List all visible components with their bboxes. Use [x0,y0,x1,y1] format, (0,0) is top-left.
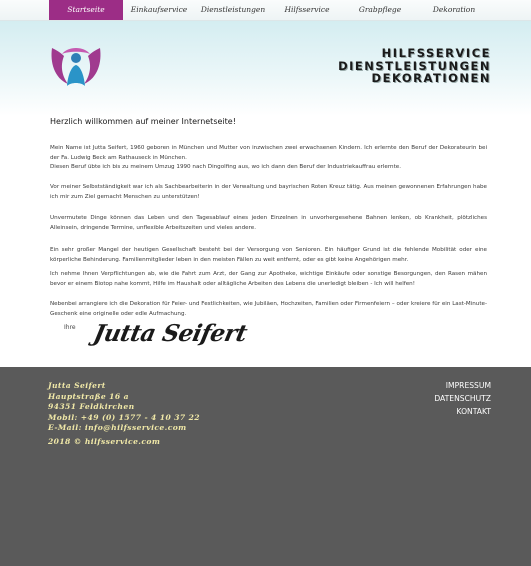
footer-links [434,380,491,418]
paragraph-seniors: Ein sehr großer Mangel der heutigen Gesellschaft besteht bei der Versorgung von Senioren. Ein häufiger Grund ist die fehlende Mobilität oder eine körperliche Behinderung. Familienmitglieder leben in den meisten Fällen zu weit entfernt, oder es gibt keine Angehörigen mehr. [50,247,487,263]
closing-text: Ihre [64,324,76,331]
paragraph-experience: Vor meiner Selbstständigkeit war ich als Sachbearbeiterin in der Verwaltung und bayrischen Roten Kreuz tätig. Aus meinen gewonnenen Erfahrungen habe ich mir zum Ziel gemacht Menschen zu unterstützen! [50,184,487,200]
header-banner [0,21,531,116]
nav-item-einkaufservice[interactable]: Einkaufservice [130,5,188,14]
header-tagline [338,47,491,85]
welcome-heading: Herzlich willkommen auf meiner Internetseite! [50,117,236,126]
angel-logo-icon[interactable] [48,38,104,92]
footer-email[interactable]: E-Mail: info@hilfsservice.com [48,423,187,432]
footer-name: Jutta Seifert [48,381,106,390]
footer-street: Hauptstraße 16 a [48,391,129,401]
tagline-line-2: DIENSTLEISTUNGEN [338,58,491,73]
footer-copyright: 2018 © hilfsservice.com [48,436,161,446]
nav-item-hilfsservice[interactable]: Hilfsservice [284,5,330,14]
paragraph-services: Ich nehme Ihnen Verpflichtungen ab, wie die Fahrt zum Arzt, der Gang zur Apotheke, wichtige Einkäufe oder sonstige Besorgungen, den Rasen mähen bevor er einem Biotop nahe kommt, Hilfe im Haushalt oder alltägliche Arbeiten des Lebens die unerledigt bleiben - Ich will helfen! [50,271,487,287]
nav-item-startseite[interactable]: Startseite [49,0,123,20]
footer-mobile: Mobil: +49 (0) 1577 - 4 10 37 22 [48,412,200,422]
nav-item-dekoration[interactable]: Dekoration [432,5,476,14]
footer-city: 94351 Feldkirchen [48,402,135,411]
footer-link-kontakt[interactable]: KONTAKT [456,406,491,416]
paragraph-intro: Mein Name ist Jutta Seifert, 1960 geboren in München und Mutter von inzwischen zwei erwachsenen Kindern. Ich erlernte den Beruf der Dekorateurin bei der Fa. Ludwig Beck am Rathauseck in München. Diesen Beruf übte ich bis zu meinem Umzug 1990 nach Dingolfing aus, wo ich dann den Beruf der Industriekauffrau erlernte. [50,145,487,171]
paragraph-unexpected: Unvermutete Dinge können das Leben und den Tagesablauf eines jeden Einzelnen in unvorhergesehene Bahnen lenken, ob Krankheit, plötzliches Alleinsein, dringende Termine, unflexible Arbeitszeiten und vieles andere. [50,215,487,231]
footer-address [48,381,200,447]
footer-link-impressum[interactable]: IMPRESSUM [445,381,491,390]
footer-link-datenschutz[interactable]: DATENSCHUTZ [434,393,491,403]
page-footer [0,367,531,566]
tagline-line-1: HILFSSERVICE [381,46,491,60]
tagline-line-3: DEKORATIONEN [371,71,491,85]
main-navigation [0,0,531,21]
nav-item-dienstleistungen[interactable]: Dienstleistungen [200,5,266,14]
nav-item-grabpflege[interactable]: Grabpflege [358,5,402,14]
handwritten-signature: Jutta Seifert [91,320,250,347]
paragraph-decoration: Nebenbei arrangiere ich die Dekoration für Feier- und Festlichkeiten, wie Jubiläen, Hochzeiten, Familien oder Firmenfeiern – oder kreiere für ein Last-Minute-Geschenk eine originelle oder edle Aufmachung. [50,301,487,317]
